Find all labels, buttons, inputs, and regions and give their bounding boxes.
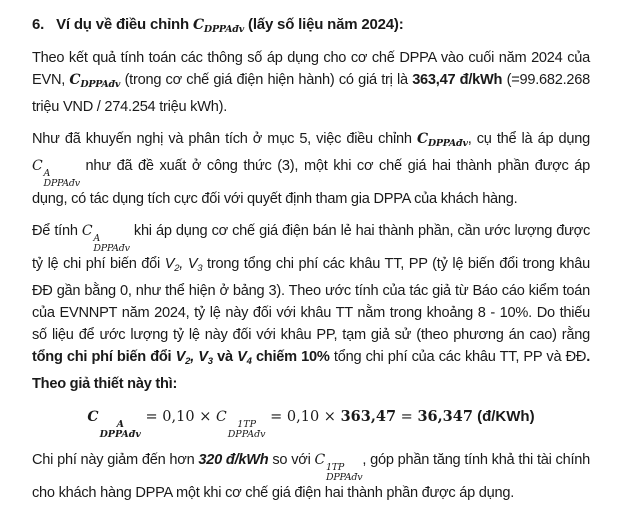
paragraph-1: Theo kết quả tính toán các thông số áp dụng cho cơ chế DPPA vào cuối năm 2024 của EVN, $C_{DPPAđv}$ (trong cơ chế giá điện hiện hành) có giá trị là 363,47 đ/kWh (=99.682.268 triệu VND / 274.254 triệu kWh).	[32, 50, 591, 115]
savings-value: 320 đ/kWh	[198, 452, 269, 468]
document-page	[32, 14, 590, 514]
formula-c-1tp: C 1TP DPPAđv	[215, 409, 266, 440]
symbol-c-dppa: $C_{DPPAđv}$	[69, 72, 121, 90]
symbol-c-a-dppa: C A DPPAđv	[32, 158, 80, 189]
paragraph-4: Chi phí này giảm đến hơn 320 đ/kWh so với C 1TP DPPAđv , góp phần tăng tính khả thi tài chính cho khách hàng DPPA một khi cơ chế giá điện hai thành phần được áp dụng.	[32, 452, 591, 501]
paragraph-2: Như đã khuyến nghị và phân tích ở mục 5, việc điều chỉnh $C_{DPPAđv}$, cụ thể là áp dụng C A DPPAđv như đã đề xuất ở công thức (3), một khi cơ chế giá hai thành phần được áp dụng, có tác dụng tích cực đối với quyết định tham gia DPPA của khách hàng.	[32, 131, 590, 207]
assumption-bold: tổng chi phí biến đổi $V_2$, $V_3$ và $V_4$ chiếm 10%	[32, 349, 330, 367]
section-heading	[32, 14, 590, 41]
heading-text: Ví dụ về điều chỉnh	[56, 16, 189, 33]
symbol-c-dppa: $C_{DPPAđv}$	[416, 131, 468, 149]
formula-result: 36,347	[417, 408, 473, 425]
formula: C A DPPAđv = 0,10 × C 1TP DPPAđv = 0,10 × 363,47 = 36,347 (đ/KWh)	[87, 408, 535, 440]
symbol-c-1tp: C 1TP DPPAđv	[314, 452, 363, 483]
v2-symbol: $V_2$	[164, 256, 180, 274]
heading-text-after: (lấy số liệu năm 2024):	[248, 16, 404, 33]
formula-lhs: C A DPPAđv	[87, 409, 141, 440]
symbol-c-a-dppa: C A DPPAđv	[81, 223, 130, 254]
paragraph-3: Để tính C A DPPAđv khi áp dụng cơ chế giá điện bán lẻ hai thành phần, cần ước lượng được tỷ lệ chi phí biến đổi $V_2$, $V_3$ trong tổng chi phí các khâu TT, PP (tỷ lệ biến đổi trong khâu ĐĐ gần bằng 0, như thể hiện ở bảng 3). Theo ước tính của tác giả từ Báo cáo kiểm toán của EVNNPT năm 2024, tỷ lệ này đối với khâu TT nằm trong khoảng 8 - 10%. Do thiếu số liệu để ước lượng tỷ lệ này đối với khâu PP, tạm giả sử (theo phương án cao) rằng tổng chi phí biến đổi $V_2$, $V_3$ và $V_4$ chiếm 10% tổng chi phí của các khâu TT, PP và ĐĐ. Theo giả thiết này thì:	[32, 223, 591, 392]
price-value: 363,47 đ/kWh	[412, 72, 503, 88]
v3-symbol: $V_3$	[187, 256, 203, 274]
section-number: 6.	[32, 16, 45, 33]
heading-symbol: $C_{DPPAđv}$	[192, 17, 245, 35]
formula-value: 363,47	[340, 408, 397, 425]
